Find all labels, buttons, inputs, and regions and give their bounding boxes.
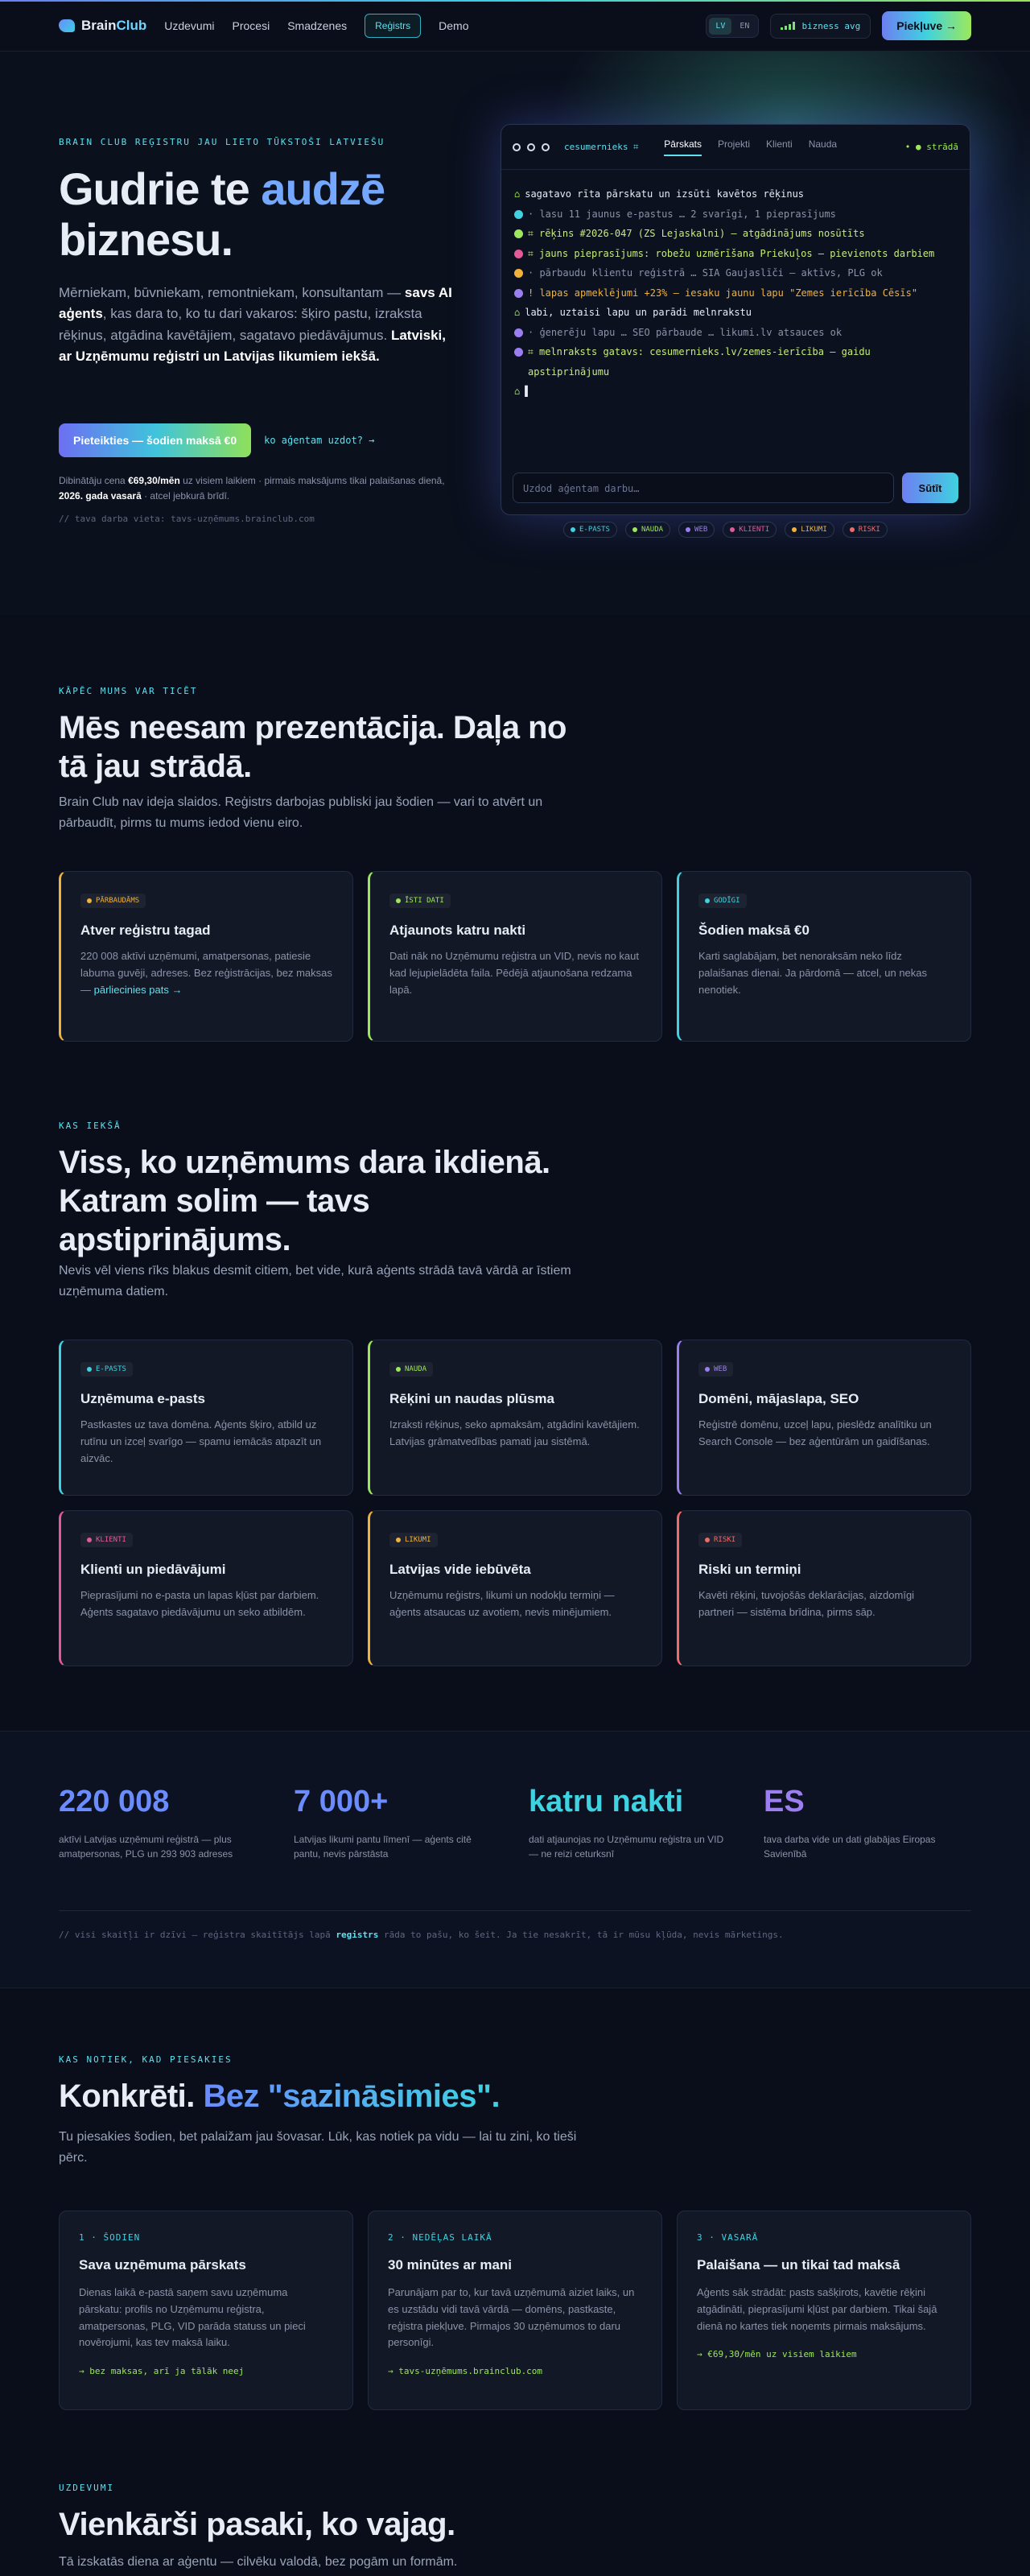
feature-card: [368, 1510, 662, 1666]
terminal-line: [514, 263, 957, 283]
lead-text: Mērniekam, būvniekam, remontniekam, konsultantam —: [59, 285, 405, 300]
tag-dot-icon: [705, 1538, 710, 1542]
terminal-line: [514, 224, 957, 244]
workspace-name: cesumernieks ⌗: [564, 141, 639, 152]
nav-link-demo[interactable]: Demo: [439, 19, 469, 32]
step-label: 1 · ŠODIEN: [79, 2232, 141, 2243]
card-tag-label: KLIENTI: [96, 1536, 126, 1544]
pricing-text: Dibinātāju cena: [59, 475, 129, 486]
capability-chip: [785, 522, 834, 538]
chip-dot-icon: [730, 527, 735, 532]
tasks-subtitle: Tā izskatās diena ar aģentu — cilvēku valodā, bez pogām un formām.: [59, 2555, 458, 2569]
card-body: 220 008 aktīvi uzņēmumi, amatpersonas, patiesie labuma guvēji, adreses. Bez reģistrācijas, bez maksas —: [80, 950, 332, 996]
nav-link-uzdevumi[interactable]: Uzdevumi: [164, 19, 215, 32]
agent-command-input[interactable]: Uzdod aģentam darbu…: [513, 473, 894, 503]
tag-dot-icon: [87, 1538, 92, 1542]
brand-logo[interactable]: [59, 18, 146, 34]
tag-dot-icon: [705, 1367, 710, 1372]
card-title: Atjaunots katru nakti: [389, 923, 526, 938]
status-dot-icon: [514, 250, 523, 258]
stat-item: [294, 1785, 495, 1861]
chip-label: RISKI: [858, 526, 880, 534]
tab-nauda[interactable]: Nauda: [808, 138, 838, 150]
card-body: Uzņēmumu reģistrs, likumi un nodokļu termiņi — aģents atsaucas uz avotiem, nevis minējumiem.: [389, 1589, 615, 1618]
signal-bars-icon: [781, 22, 795, 30]
card-title: Riski un termiņi: [698, 1562, 801, 1577]
step-title: 30 minūtes ar mani: [388, 2257, 513, 2273]
chip-dot-icon: [792, 527, 797, 532]
capability-chip: [678, 522, 715, 538]
stat-item: [59, 1785, 260, 1861]
card-tag-label: NAUDA: [405, 1365, 427, 1373]
status-text: bizness avg: [801, 20, 861, 31]
tag-dot-icon: [87, 1367, 92, 1372]
status-indicator: [770, 14, 871, 39]
tasks-link[interactable]: ko aģentam uzdot? →: [264, 435, 375, 446]
tasks-eyebrow: UZDEVUMI: [59, 2483, 114, 2493]
card-text: [389, 948, 642, 998]
feature-card: [368, 871, 662, 1042]
card-title: Latvijas vide iebūvēta: [389, 1562, 531, 1577]
step-label: 3 · VASARĀ: [697, 2232, 759, 2243]
stat-description: tava darba vide un dati glabājas Eiropas Savienībā: [764, 1834, 936, 1860]
stats-note-text: rāda to pašu, ko šeit. Ja tie nesakrīt, tā ir mūsu kļūda, nevis mārketings.: [378, 1930, 784, 1940]
capability-chip: [843, 522, 888, 538]
lead-bold: savs AI aģents: [59, 285, 452, 322]
trust-eyebrow: KĀPĒC MUMS VAR TICĒT: [59, 686, 198, 696]
terminal-line: [514, 283, 957, 303]
tasks-section: [0, 2471, 1030, 2576]
card-tag-label: ĪSTI DATI: [405, 897, 444, 905]
stats-note: [59, 1930, 784, 1940]
terminal-line: [514, 323, 957, 343]
tag-dot-icon: [87, 898, 92, 903]
card-text: [389, 1417, 642, 1451]
terminal-line: [514, 244, 957, 264]
card-link[interactable]: pārliecinies pats →: [93, 983, 183, 996]
pricing-bold: €69,30/mēn: [128, 475, 180, 486]
pricing-bold: 2026. gada vasarā: [59, 490, 142, 502]
card-tag: [698, 894, 747, 908]
terminal-line-text: ⌗ jauns pieprasījums: robežu uzmērīšana Priekuļos — pievienots darbiem: [528, 247, 935, 259]
terminal-line: [514, 303, 957, 323]
terminal-line-text: ⌗ melnraksts gatavs: cesumernieks.lv/zemes-ierīcība — gaidu apstiprinājumu: [528, 346, 871, 378]
status-dot-icon: [514, 269, 523, 278]
hero-title-accent: audzē: [261, 163, 385, 214]
terminal-log: [501, 170, 970, 416]
card-text: [698, 948, 951, 998]
language-switch: [706, 14, 759, 38]
lead-bold: Latviski, ar Uzņēmumu reģistri un Latvijas likumiem iekšā.: [59, 327, 447, 365]
hero-section: [0, 52, 1030, 615]
process-step-card: [368, 2211, 662, 2410]
terminal-line-text: · ģenerēju lapu … SEO pārbaude … likumi.lv atsauces ok: [528, 326, 843, 338]
window-dot-icon: [542, 143, 550, 151]
tab-parskats[interactable]: Pārskats: [664, 138, 702, 156]
tab-projekti[interactable]: Projekti: [717, 138, 750, 150]
registry-link[interactable]: registrs: [336, 1930, 379, 1940]
card-title: Uzņēmuma e-pasts: [80, 1391, 205, 1406]
capability-chip: [723, 522, 777, 538]
brand-name-accent: Club: [116, 18, 147, 33]
status-dot-icon: [514, 210, 523, 219]
chip-dot-icon: [571, 527, 575, 532]
trust-section: [0, 676, 1030, 1095]
pricing-text: uz visiem laikiem · pirmais maksājums tikai palaišanas dienā,: [179, 475, 445, 486]
step-title: Sava uzņēmuma pārskats: [79, 2257, 246, 2273]
features-section: [0, 1111, 1030, 1690]
card-tag-label: LIKUMI: [405, 1536, 431, 1544]
card-tag-label: E-PASTS: [96, 1365, 126, 1373]
prompt-icon: ⌂: [514, 386, 521, 397]
terminal-line-text: labi, uztaisi lapu un parādi melnrakstu: [525, 307, 752, 318]
chip-label: E-PASTS: [579, 526, 610, 534]
chip-dot-icon: [686, 527, 690, 532]
card-text: [80, 948, 333, 998]
features-title: Viss, ko uzņēmums dara ikdienā. Katram solim — tavs apstiprinājums.: [59, 1145, 550, 1257]
card-body: Kavēti rēķini, tuvojošās deklarācijas, aizdomīgi partneri — sistēma brīdina, pirms sāp.: [698, 1589, 915, 1618]
features-eyebrow: KAS IEKŠĀ: [59, 1121, 122, 1131]
card-text: [698, 1417, 951, 1451]
window-dot-icon: [513, 143, 521, 151]
stat-item: [529, 1785, 730, 1861]
step-footnote: → bez maksas, arī ja tālāk neej: [79, 2366, 245, 2377]
tag-dot-icon: [396, 1367, 401, 1372]
card-text: [80, 1587, 333, 1621]
feature-card: [59, 1510, 353, 1666]
card-text: [389, 1587, 642, 1621]
card-tag: [80, 1533, 133, 1547]
stats-note-text: // visi skaitļi ir dzīvi — reģistra skaitītājs lapā: [59, 1930, 336, 1940]
chip-dot-icon: [632, 527, 637, 532]
card-body: Izraksti rēķinus, seko apmaksām, atgādini kavētājiem. Latvijas grāmatvedības pamati jau sistēmā.: [389, 1418, 640, 1447]
trust-subtitle: Brain Club nav ideja slaidos. Reģistrs darbojas publiski jau šodien — vari to atvērt un pārbaudīt, pirms tu mums iedod vienu eiro.: [59, 795, 543, 830]
capability-chip: [625, 522, 670, 538]
lead-text: , kas dara to, ko tu dari vakaros: šķiro pastu, izraksta rēķinus, atgādina kavētājiem, sagatavo piedāvājumus.: [59, 306, 422, 343]
send-button[interactable]: Sūtīt: [902, 473, 958, 503]
status-dot-icon: [514, 328, 523, 337]
card-tag: [389, 1533, 438, 1547]
chip-dot-icon: [850, 527, 855, 532]
tasks-title: Vienkārši pasaki, ko vajag.: [59, 2507, 455, 2542]
card-body: Pieprasījumi no e-pasta un lapas kļūst par darbiem. Aģents sagatavo piedāvājumu un seko atbildēm.: [80, 1589, 319, 1618]
process-subtitle: Tu piesakies šodien, bet palaižam jau šovasar. Lūk, kas notiek pa vidu — lai tu zini, ko tieši pērc.: [59, 2130, 577, 2165]
nav-link-registry[interactable]: Reģistrs: [365, 14, 421, 38]
nav-link-procesi[interactable]: Procesi: [232, 19, 270, 32]
feature-card: [368, 1340, 662, 1496]
card-tag-label: PĀRBAUDĀMS: [96, 897, 140, 905]
access-button[interactable]: Piekļuve →: [882, 11, 971, 40]
terminal-line: [514, 204, 957, 225]
feature-card: [677, 871, 971, 1042]
feature-card: [677, 1510, 971, 1666]
agent-status: • ● strādā: [904, 142, 958, 152]
card-tag: [698, 1362, 733, 1377]
card-tag: [80, 894, 146, 908]
hero-eyebrow: BRAIN CLUB REĢISTRU JAU LIETO TŪKSTOŠI LATVIEŠU: [59, 137, 385, 147]
terminal-line: [514, 184, 957, 204]
prompt-icon: ⌂: [514, 307, 521, 318]
terminal-line: [514, 382, 957, 402]
pricing-text: · atcel jebkurā brīdī.: [141, 490, 230, 502]
capability-chips: [563, 522, 888, 538]
card-tag: [389, 1362, 433, 1377]
tag-dot-icon: [705, 898, 710, 903]
process-eyebrow: KAS NOTIEK, KAD PIESAKIES: [59, 2054, 233, 2065]
card-text: [698, 1587, 951, 1621]
hero-title-b: biznesu.: [59, 213, 233, 265]
process-title: [59, 2077, 500, 2116]
card-title: Domēni, mājaslapa, SEO: [698, 1391, 859, 1406]
card-tag: [698, 1533, 742, 1547]
terminal-line-text: ▌: [525, 386, 531, 397]
prompt-icon: ⌂: [514, 188, 521, 200]
nav-link-smadzenes[interactable]: Smadzenes: [287, 19, 348, 32]
hero-title: [59, 164, 493, 265]
tag-dot-icon: [396, 1538, 401, 1542]
chip-label: KLIENTI: [739, 526, 770, 534]
card-title: Klienti un piedāvājumi: [80, 1562, 226, 1577]
window-dot-icon: [527, 143, 535, 151]
stat-description: dati atjaunojas no Uzņēmumu reģistra un VID — ne reizi ceturksnī: [529, 1834, 724, 1860]
brand-name: Brain: [81, 18, 117, 33]
top-nav: [0, 0, 1030, 52]
terminal-line-text: ⌗ rēķins #2026-047 (ZS Lejaskalni) — atgādinājums nosūtīts: [528, 228, 865, 239]
card-tag: [389, 894, 451, 908]
hero-title-a: Gudrie te: [59, 163, 262, 214]
pricing-note: [59, 473, 461, 504]
trust-title: Mēs neesam prezentācija. Daļa no tā jau strādā.: [59, 710, 566, 784]
status-dot-icon: [514, 289, 523, 298]
lang-lv[interactable]: LV: [709, 18, 731, 35]
card-title: Atver reģistru tagad: [80, 923, 211, 938]
card-tag-label: RISKI: [714, 1536, 736, 1544]
card-body: Dati nāk no Uzņēmumu reģistra un VID, nevis no kaut kad lejupielādēta faila. Pēdējā atjaunošana redzama lapā.: [389, 950, 639, 996]
step-text: Dienas laikā e-pastā saņem savu uzņēmuma pārskatu: profils no Uzņēmumu reģistra, amatpersonas, PLG, VID parāda statuss un pieci novērojumi, kas tev maksā laiku.: [79, 2286, 306, 2349]
terminal-line-text: · pārbaudu klientu reģistrā … SIA Gaujaslīči — aktīvs, PLG ok: [528, 267, 883, 279]
agent-terminal: [501, 124, 970, 515]
status-dot-icon: [514, 229, 523, 238]
chip-label: NAUDA: [641, 526, 664, 534]
process-title-a: Konkrēti.: [59, 2079, 204, 2114]
step-footnote: → tavs-uzņēmums.brainclub.com: [388, 2366, 543, 2377]
brain-icon: [59, 19, 75, 32]
process-step-card: [59, 2211, 353, 2410]
step-text: Parunājam par to, kur tavā uzņēmumā aiziet laiks, un es uzstādu vidi tavā vārdā — domēns, pastkaste, reģistra piekļuve. Pirmajos 30 uzņēmumos to daru personīgi.: [388, 2286, 635, 2349]
step-label: 2 · NEDĒĻAS LAIKĀ: [388, 2232, 492, 2243]
stat-number: katru nakti: [529, 1785, 684, 1818]
tab-klienti[interactable]: Klienti: [766, 138, 793, 150]
step-text: Aģents sāk strādāt: pasts sašķirots, kavētie rēķini atgādināti, pieprasījumi kļūst par darbiem. Tikai šajā dienā no kartes tiek noņemts pirmais maksājums.: [697, 2286, 937, 2332]
feature-card: [677, 1340, 971, 1496]
card-body: Karti saglabājam, bet nenoraksām neko līdz palaišanas dienai. Ja pārdomā — atcel, un nekas nenotiek.: [698, 950, 928, 996]
terminal-line-text: sagatavo rīta pārskatu un izsūti kavētos rēķinus: [525, 188, 805, 200]
card-tag-label: WEB: [714, 1365, 727, 1373]
terminal-line-text: ! lapas apmeklējumi +23% — iesaku jaunu lapu "Zemes ierīcība Cēsīs": [528, 287, 918, 299]
signup-button[interactable]: Pieteikties — šodien maksā €0: [59, 423, 251, 457]
process-title-accent: Bez "sazināsimies".: [203, 2079, 501, 2114]
step-title: Palaišana — un tikai tad maksā: [697, 2257, 900, 2273]
stat-number: ES: [764, 1785, 805, 1818]
stat-description: aktīvi Latvijas uzņēmumi reģistrā — plus amatpersonas, PLG un 293 903 adreses: [59, 1834, 233, 1860]
card-title: Rēķini un naudas plūsma: [389, 1391, 554, 1406]
features-subtitle: Nevis vēl viens rīks blakus desmit citiem, bet vide, kurā aģents strādā tavā vārdā ar īstiem uzņēmuma datiem.: [59, 1264, 571, 1298]
status-dot-icon: [514, 348, 523, 357]
stat-number: 7 000+: [294, 1785, 389, 1818]
terminal-line: [514, 342, 957, 382]
stat-description: Latvijas likumi pantu līmenī — aģents citē pantu, nevis pārstāsta: [294, 1834, 472, 1860]
terminal-line-text: · lasu 11 jaunus e-pastus … 2 svarīgi, 1 pieprasījums: [528, 208, 836, 220]
card-text: [80, 1417, 333, 1467]
card-tag: [80, 1362, 133, 1377]
chip-label: LIKUMI: [801, 526, 827, 534]
chip-label: WEB: [694, 526, 708, 534]
stats-section: [0, 1731, 1030, 1988]
card-title: Šodien maksā €0: [698, 923, 810, 938]
feature-card: [59, 1340, 353, 1496]
lang-en[interactable]: EN: [740, 21, 750, 31]
stat-number: 220 008: [59, 1785, 170, 1818]
capability-chip: [563, 522, 617, 538]
tag-dot-icon: [396, 898, 401, 903]
hero-lead: [59, 283, 461, 367]
card-tag-label: GODĪGI: [714, 897, 740, 905]
stat-item: [764, 1785, 965, 1861]
card-body: Reģistrē domēnu, uzceļ lapu, pieslēdz analītiku un Search Console — bez aģentūrām un gaidīšanas.: [698, 1418, 932, 1447]
step-footnote: → €69,30/mēn uz visiem laikiem: [697, 2349, 857, 2360]
process-step-card: [677, 2211, 971, 2410]
card-body: Pastkastes uz tava domēna. Aģents šķiro, atbild uz rutīnu un izceļ svarīgo — spamu iemācās atpazīt un aizvāc.: [80, 1418, 322, 1464]
feature-card: [59, 871, 353, 1042]
workspace-note: // tava darba vieta: tavs-uzņēmums.brainclub.com: [59, 514, 315, 524]
process-section: [0, 2045, 1030, 2431]
